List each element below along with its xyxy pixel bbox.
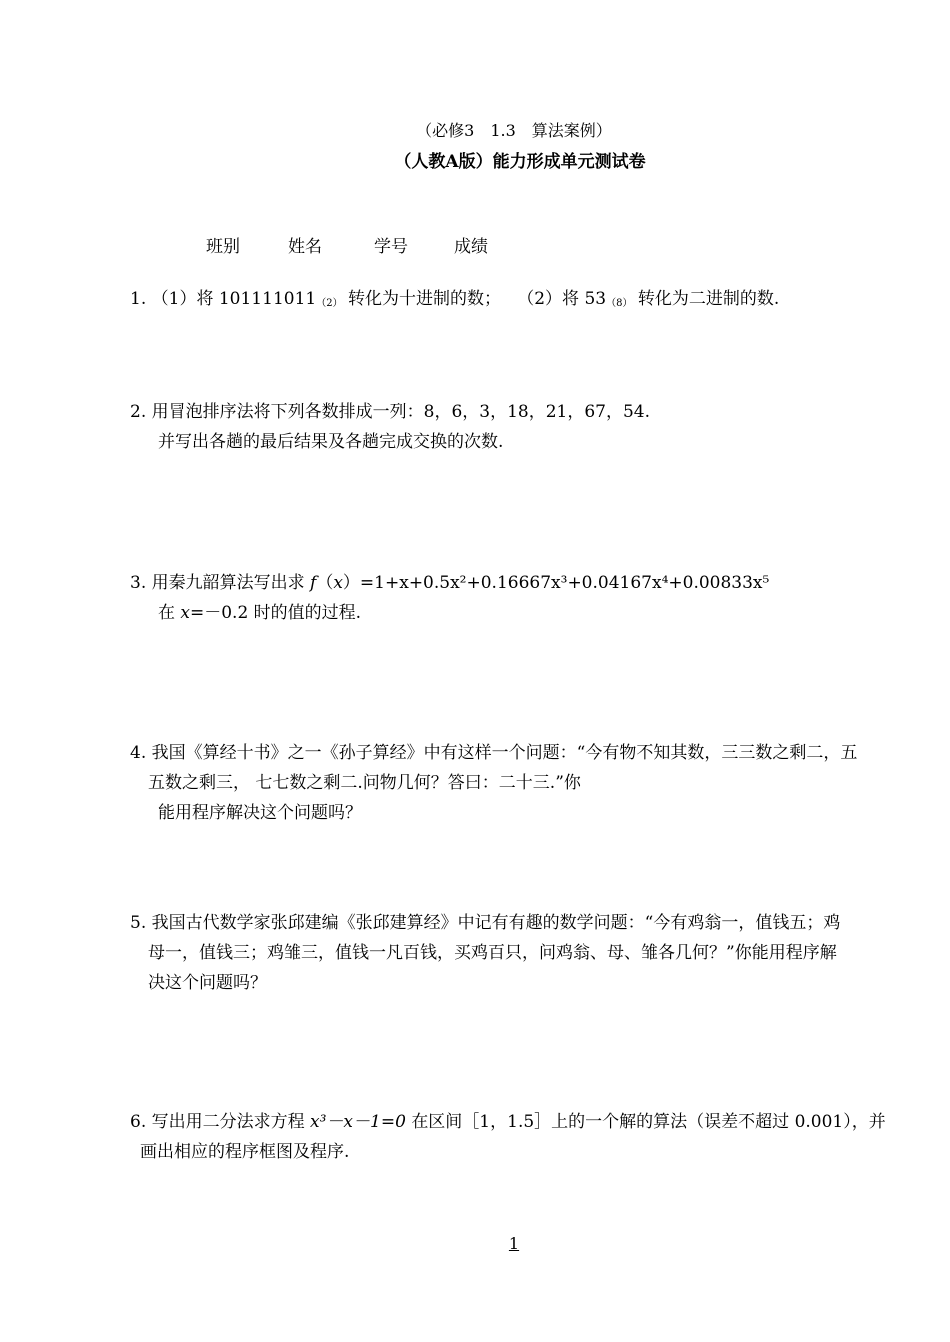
q5-line-2: 母一，值钱三；鸡雏三，值钱一凡百钱，买鸡百只，问鸡翁、母、雏各几何？”你能用程序解 — [148, 943, 837, 963]
q1-part1-tail: 转化为十进制的数； — [348, 289, 501, 309]
q6-line1-b: 在区间［1，1.5］上的一个解的算法（误差不超过 0.001），并 — [411, 1112, 886, 1132]
q2-line-2: 并写出各趟的最后结果及各趟完成交换的次数. — [158, 432, 504, 452]
question-3 — [130, 568, 900, 628]
q3-line2-b: =－0.2 时的值的过程. — [190, 603, 362, 623]
question-6 — [130, 1107, 900, 1167]
score-label: 成绩 — [454, 237, 488, 257]
q4-line-1: 4. 我国《算经十书》之一《孙子算经》中有这样一个问题：“今有物不知其数，三三数之剩二，五 — [130, 743, 858, 763]
q6-equation: x³－x－1=0 — [310, 1112, 406, 1132]
page-title: （人教A版）能力形成单元测试卷 — [394, 152, 646, 172]
q3-line2-x: x — [180, 603, 190, 623]
q3-paren-open: （ — [316, 573, 334, 593]
q3-paren-close: ） — [342, 573, 360, 593]
question-1 — [130, 284, 900, 319]
q1-part1: （1）将 101111011 — [151, 289, 317, 309]
question-2 — [130, 397, 900, 457]
q3-f: f — [310, 573, 317, 593]
class-label: 班别 — [206, 237, 240, 257]
q5-line-1: 5. 我国古代数学家张邱建编《张邱建算经》中记有有趣的数学问题：“今有鸡翁一，值钱五；鸡 — [130, 913, 841, 933]
q5-line-3: 决这个问题吗？ — [148, 973, 267, 993]
q6-line1-a: 6. 写出用二分法求方程 — [130, 1112, 305, 1132]
q6-line-2: 画出相应的程序框图及程序. — [140, 1142, 350, 1162]
q1-part2: （2）将 53 — [517, 289, 607, 309]
q3-line2-a: 在 — [158, 603, 175, 623]
q3-prefix: 3. 用秦九韶算法写出求 — [130, 573, 305, 593]
q3-x: x — [333, 573, 343, 593]
subtitle-course: （必修3 1.3 算法案例） — [416, 121, 612, 140]
page-number: 1 — [508, 1234, 520, 1253]
q1-part2-tail: 转化为二进制的数. — [637, 289, 780, 309]
q1-part2-base: （8） — [606, 298, 633, 309]
q3-expression: =1+x+0.5x²+0.16667x³+0.04167x⁴+0.00833x⁵ — [359, 573, 770, 593]
question-5 — [130, 908, 900, 998]
q4-line-3: 能用程序解决这个问题吗？ — [158, 803, 362, 823]
q1-number: 1. — [130, 289, 147, 309]
q4-line-2: 五数之剩三， 七七数之剩二.问物几何？答曰：二十三.”你 — [148, 773, 581, 793]
q1-part1-base: （2） — [316, 298, 343, 309]
q2-line-1: 2. 用冒泡排序法将下列各数排成一列：8，6，3，18，21，67，54. — [130, 402, 651, 422]
student-id-label: 学号 — [374, 237, 408, 257]
question-4 — [130, 738, 900, 828]
name-label: 姓名 — [288, 237, 322, 257]
